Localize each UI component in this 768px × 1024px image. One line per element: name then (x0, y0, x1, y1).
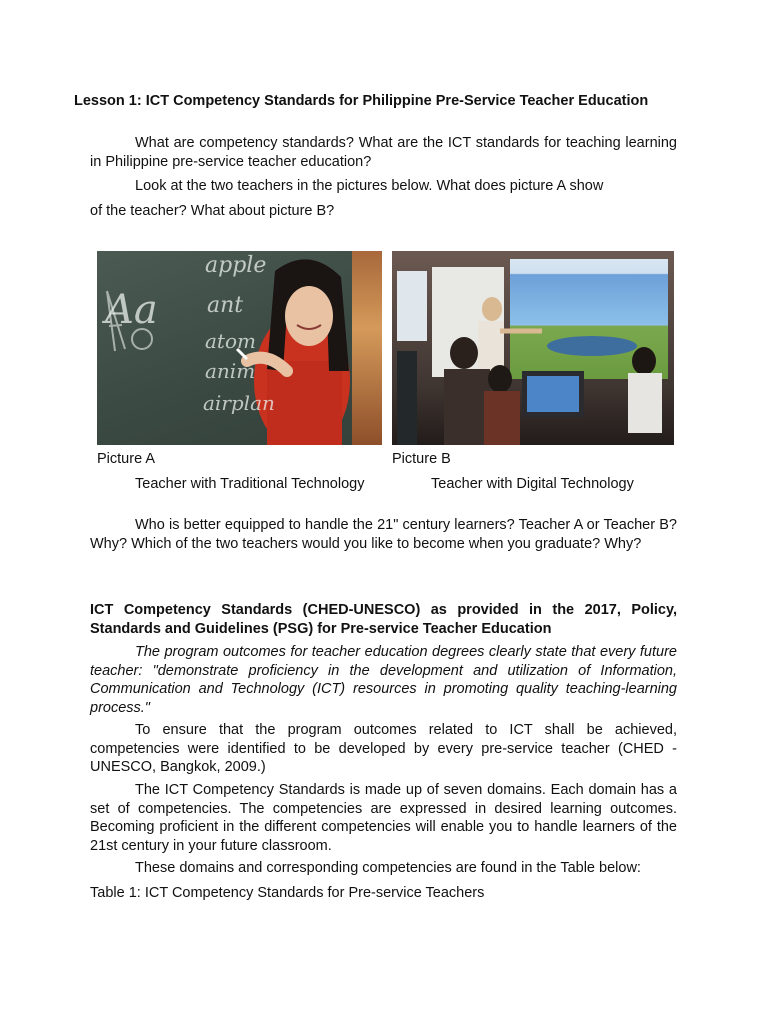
table-intro: These domains and corresponding competencies are found in the Table below: (135, 860, 641, 876)
chalk-word: ant (207, 293, 244, 318)
bookshelf (352, 251, 382, 445)
question-paragraph: Who is better equipped to handle the 21" century learners? Teacher A or Teacher B? Why? Which of the two teachers would you like to become when you graduate? Why? (90, 517, 677, 552)
picture-b-illustration (392, 251, 674, 445)
picture-b-teacher-smartboard (392, 251, 674, 445)
picture-b-label: Picture B (392, 451, 451, 467)
look-line-1: Look at the two teachers in the pictures below. What does picture A show (135, 178, 604, 194)
ensure-paragraph: To ensure that the program outcomes related to ICT shall be achieved, competencies were identified to be developed by every pre-service teacher (CHED - UNESCO, Bangkok, 2009.) (90, 722, 677, 775)
outcomes-paragraph: The program outcomes for teacher education degrees clearly state that every future teacher: "demonstrate proficiency in the development and utilization of Information, Communication and Technology (ICT) resources in promoting quality teaching-learning process." (90, 644, 677, 716)
domains-paragraph: The ICT Competency Standards is made up of seven domains. Each domain has a set of competencies. The competencies are expressed in desired learning outcomes. Becoming proficient in the different competencies will enable you to handle learners of the 21st century in your future classroom. (90, 782, 677, 854)
table-caption: Table 1: ICT Competency Standards for Pre-service Teachers (90, 885, 485, 901)
intro-paragraph: What are competency standards? What are the ICT standards for teaching learning in Philippine pre-service teacher education? (90, 135, 677, 170)
chalk-word: airplan (203, 391, 275, 415)
chalk-word: anim (205, 359, 256, 383)
picture-a-label: Picture A (97, 451, 156, 467)
chalk-word: atom (205, 329, 256, 353)
picture-a-teacher-chalkboard (97, 251, 382, 445)
picture-a-caption: Teacher with Traditional Technology (135, 476, 365, 492)
chalk-word: apple (205, 253, 267, 278)
lesson-title: Lesson 1: ICT Competency Standards for Philippine Pre-Service Teacher Education (74, 93, 649, 109)
look-line-2: of the teacher? What about picture B? (90, 203, 335, 219)
chalk-letter: Aa (105, 287, 158, 333)
picture-b-caption: Teacher with Digital Technology (431, 476, 634, 492)
section-heading: ICT Competency Standards (CHED-UNESCO) as provided in the 2017, Policy, Standards and Guidelines (PSG) for Pre-service Teacher Education (90, 602, 677, 637)
